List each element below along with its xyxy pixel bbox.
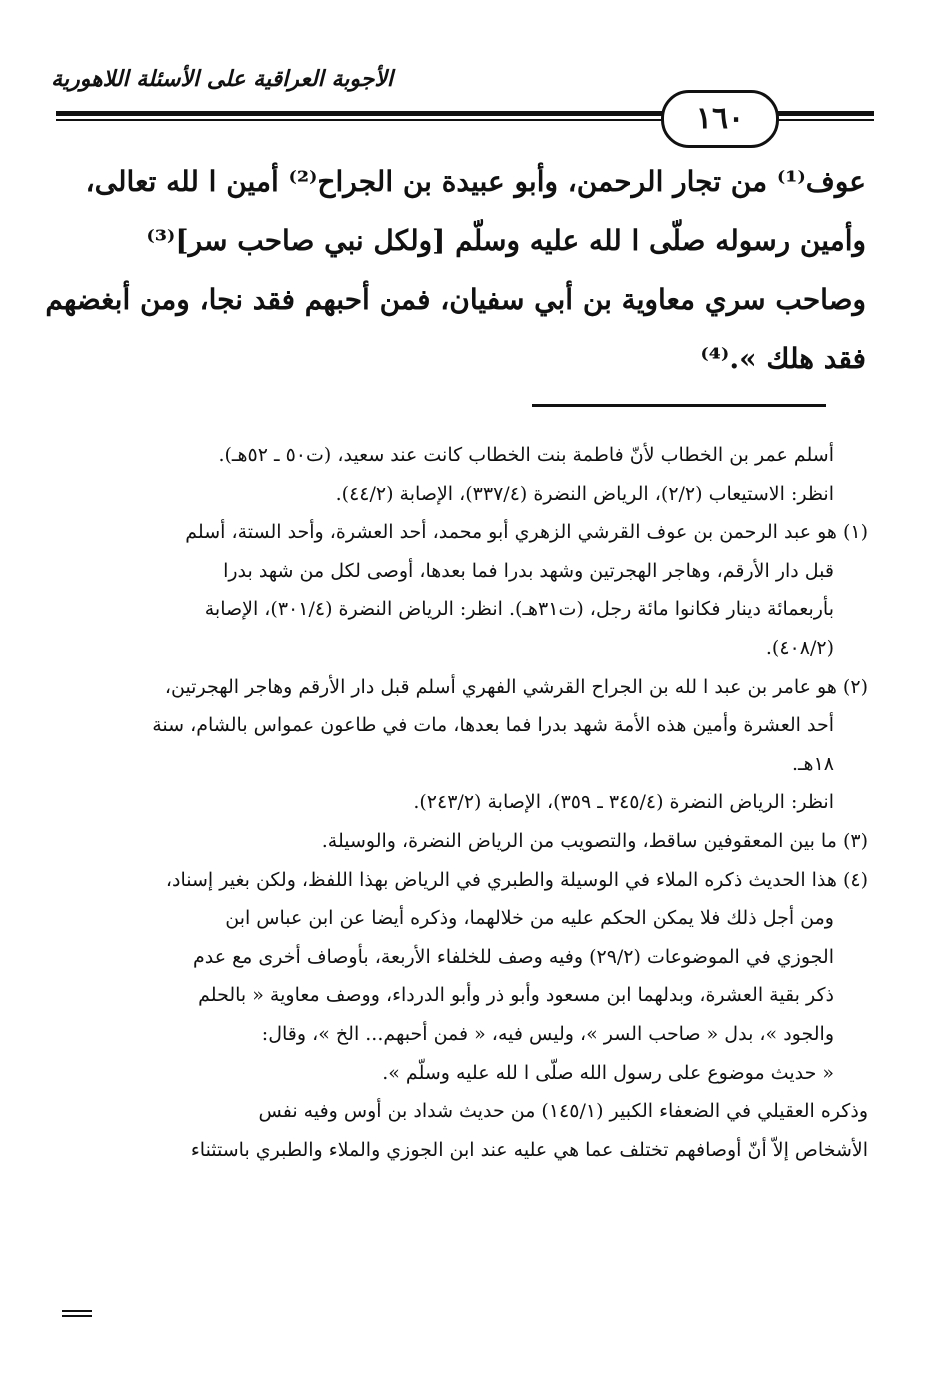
footnote-line: بأربعمائة دينار فكانوا مائة رجل، (ت٣١هـ). انظر: الرياض النضرة (٣٠١/٤)، الإصابة xyxy=(204,598,834,621)
footnote-line: الجوزي في الموضوعات (٢٩/٢) وفيه وصف للخلفاء الأربعة، بأوصاف أخرى مع عدم xyxy=(192,945,834,968)
footnote-line: أسلم عمر بن الخطاب لأنّ فاطمة بنت الخطاب كانت عند سعيد، (ت٥٠ ـ ٥٢هـ). xyxy=(218,444,834,466)
main-line: عوف⁽¹⁾ من تجار الرحمن، وأبو عبيدة بن الجراح⁽²⁾ أمين ا لله تعالى، xyxy=(85,165,866,198)
main-text-block xyxy=(45,152,866,388)
continuation-mark xyxy=(62,1310,92,1320)
footnote-line: ومن أجل ذلك فلا يمكن الحكم عليه من خلالهما، وذكره أيضا عن ابن عباس ابن xyxy=(225,907,834,930)
footnote-line: قبل دار الأرقم، وهاجر الهجرتين وشهد بدرا فما بعدها، أوصى لكل من شهد بدرا xyxy=(223,559,834,582)
running-title: الأجوبة العراقية على الأسئلة اللاهورية xyxy=(51,66,393,92)
footnotes-block xyxy=(58,436,868,1169)
footnote-line: (٣) ما بين المعقوفين ساقط، والتصويب من الرياض النضرة، والوسيلة. xyxy=(321,829,868,852)
page-number-badge xyxy=(661,90,779,148)
footnote-line: انظر: الرياض النضرة (٣٤٥/٤ ـ ٣٥٩)، الإصابة (٢٤٣/٢). xyxy=(413,791,834,814)
page-number: ١٦٠ xyxy=(695,101,745,136)
footnote-line: (١) هو عبد الرحمن بن عوف القرشي الزهري أبو محمد، أحد العشرة، وأحد الستة، أسلم xyxy=(185,521,868,544)
main-line: وصاحب سري معاوية بن أبي سفيان، فمن أحبهم فقد نجا، ومن أبغضهم xyxy=(45,283,866,316)
continuation-mark-line xyxy=(62,1315,92,1317)
main-line: فقد هلك ».⁽⁴⁾ xyxy=(700,342,866,375)
footnote-line: الأشخاص إلاّ أنّ أوصافهم تختلف عما هي عليه عند ابن الجوزي والملاء والطبري باستثناء xyxy=(190,1138,868,1161)
footnote-line: « حديث موضوع على رسول الله صلّى ا لله عليه وسلّم ». xyxy=(382,1061,834,1084)
footnote-line: (٤٠٨/٢). xyxy=(765,636,834,659)
main-line: وأمين رسوله صلّى ا لله عليه وسلّم [ولكل نبي صاحب سر]⁽³⁾ xyxy=(146,224,866,257)
footnote-line: ذكر بقية العشرة، وبدلهما ابن مسعود وأبو ذر وأبو الدرداء، ووصف معاوية « بالحلم xyxy=(198,984,834,1007)
footnote-separator xyxy=(532,404,826,407)
footnote-line: (٢) هو عامر بن عبد ا لله بن الجراح القرشي الفهري أسلم قبل دار الأرقم وهاجر الهجرتين، xyxy=(164,675,868,698)
footnote-line: والجود »، بدل « صاحب السر »، وليس فيه، « فمن أحبهم... الخ »، وقال: xyxy=(261,1022,834,1045)
footnote-line: أحد العشرة وأمين هذه الأمة شهد بدرا فما بعدها، مات في طاعون عمواس بالشام، سنة xyxy=(152,714,834,737)
footnote-line: وذكره العقيلي في الضعفاء الكبير (١٤٥/١) من حديث شداد بن أوس وفيه نفس xyxy=(258,1100,868,1123)
footnote-line: ١٨هـ. xyxy=(791,752,834,775)
footnote-line: انظر: الاستيعاب (٢/٢)، الرياض النضرة (٣٣٧/٤)، الإصابة (٤٤/٢). xyxy=(335,482,834,505)
footnote-line: (٤) هذا الحديث ذكره الملاء في الوسيلة والطبري في الرياض بهذا اللفظ، ولكن بغير إسناد، xyxy=(165,868,868,891)
continuation-mark-line xyxy=(62,1310,92,1312)
